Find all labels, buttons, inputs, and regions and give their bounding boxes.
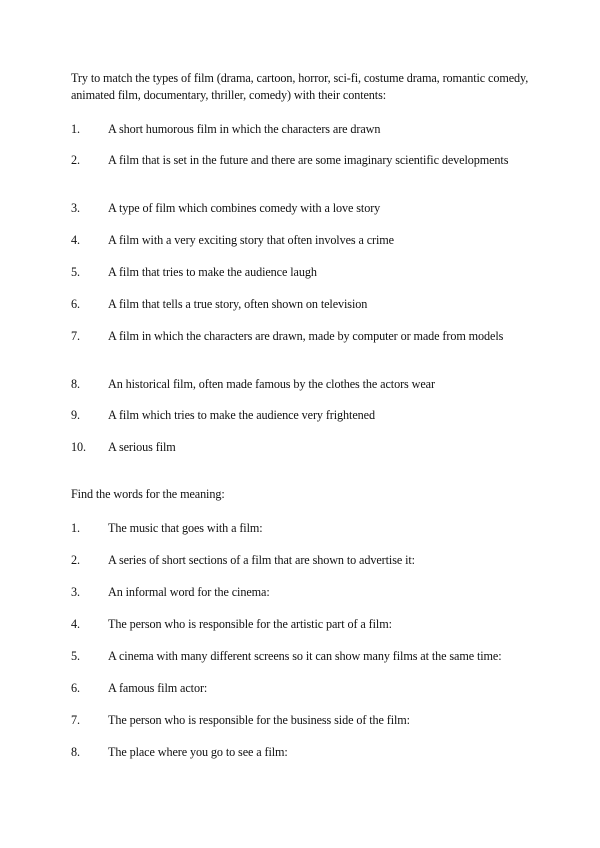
item-text: A serious film	[108, 440, 176, 454]
item-text: The music that goes with a film:	[108, 521, 263, 535]
item-number: 1.	[71, 122, 80, 136]
item-number: 4.	[71, 617, 80, 631]
part1-item-10	[71, 439, 571, 455]
part2-item-3	[71, 584, 571, 600]
item-text: A famous film actor:	[108, 681, 208, 695]
item-text: A film in which the characters are drawn, made by computer or made from models	[108, 329, 504, 343]
item-number: 8.	[71, 377, 80, 391]
part2-item-5	[71, 648, 571, 664]
item-text: A film that tries to make the audience laugh	[108, 265, 317, 279]
item-number: 2.	[71, 553, 80, 567]
part2-item-7	[71, 712, 571, 728]
item-number: 6.	[71, 681, 80, 695]
part2-item-4	[71, 616, 571, 632]
item-number: 8.	[71, 745, 80, 759]
part2-item-2	[71, 552, 571, 568]
item-number: 5.	[71, 649, 80, 663]
item-text: A cinema with many different screens so it can show many films at the same time:	[108, 649, 502, 663]
part2-item-6	[71, 680, 571, 696]
item-text: A short humorous film in which the characters are drawn	[108, 122, 381, 136]
item-text: A film that tells a true story, often shown on television	[108, 297, 368, 311]
item-number: 7.	[71, 713, 80, 727]
part1-instruction: Try to match the types of film (drama, cartoon, horror, sci-fi, costume drama, romantic comedy, animated film, documentary, thriller, comedy) with their contents:	[71, 71, 529, 102]
part1-item-5	[71, 264, 571, 280]
item-text: The person who is responsible for the artistic part of a film:	[108, 617, 392, 631]
part1-item-4	[71, 232, 571, 248]
part2-item-1	[71, 520, 571, 536]
item-text: A series of short sections of a film that are shown to advertise it:	[108, 553, 415, 567]
part1-item-8	[71, 376, 571, 392]
item-number: 3.	[71, 201, 80, 215]
item-text: The person who is responsible for the business side of the film:	[108, 713, 410, 727]
part1-item-3	[71, 200, 571, 216]
item-number: 1.	[71, 521, 80, 535]
item-number: 10.	[71, 440, 86, 454]
item-text: A film with a very exciting story that often involves a crime	[108, 233, 394, 247]
part1-item-2	[71, 152, 571, 168]
item-text: An historical film, often made famous by the clothes the actors wear	[108, 377, 435, 391]
item-number: 9.	[71, 408, 80, 422]
item-number: 7.	[71, 329, 80, 343]
part1-item-6	[71, 296, 571, 312]
item-number: 3.	[71, 585, 80, 599]
item-number: 2.	[71, 153, 80, 167]
part2-instruction: Find the words for the meaning:	[71, 487, 225, 501]
item-text: A type of film which combines comedy with a love story	[108, 201, 381, 215]
item-text: An informal word for the cinema:	[108, 585, 270, 599]
part2-item-8	[71, 744, 571, 760]
item-number: 5.	[71, 265, 80, 279]
item-number: 4.	[71, 233, 80, 247]
part1-item-1	[71, 121, 571, 137]
part1-item-9	[71, 407, 571, 423]
item-text: A film which tries to make the audience very frightened	[108, 408, 375, 422]
item-text: The place where you go to see a film:	[108, 745, 288, 759]
item-text: A film that is set in the future and there are some imaginary scientific developments	[108, 153, 509, 167]
part1-item-7	[71, 328, 571, 344]
item-number: 6.	[71, 297, 80, 311]
